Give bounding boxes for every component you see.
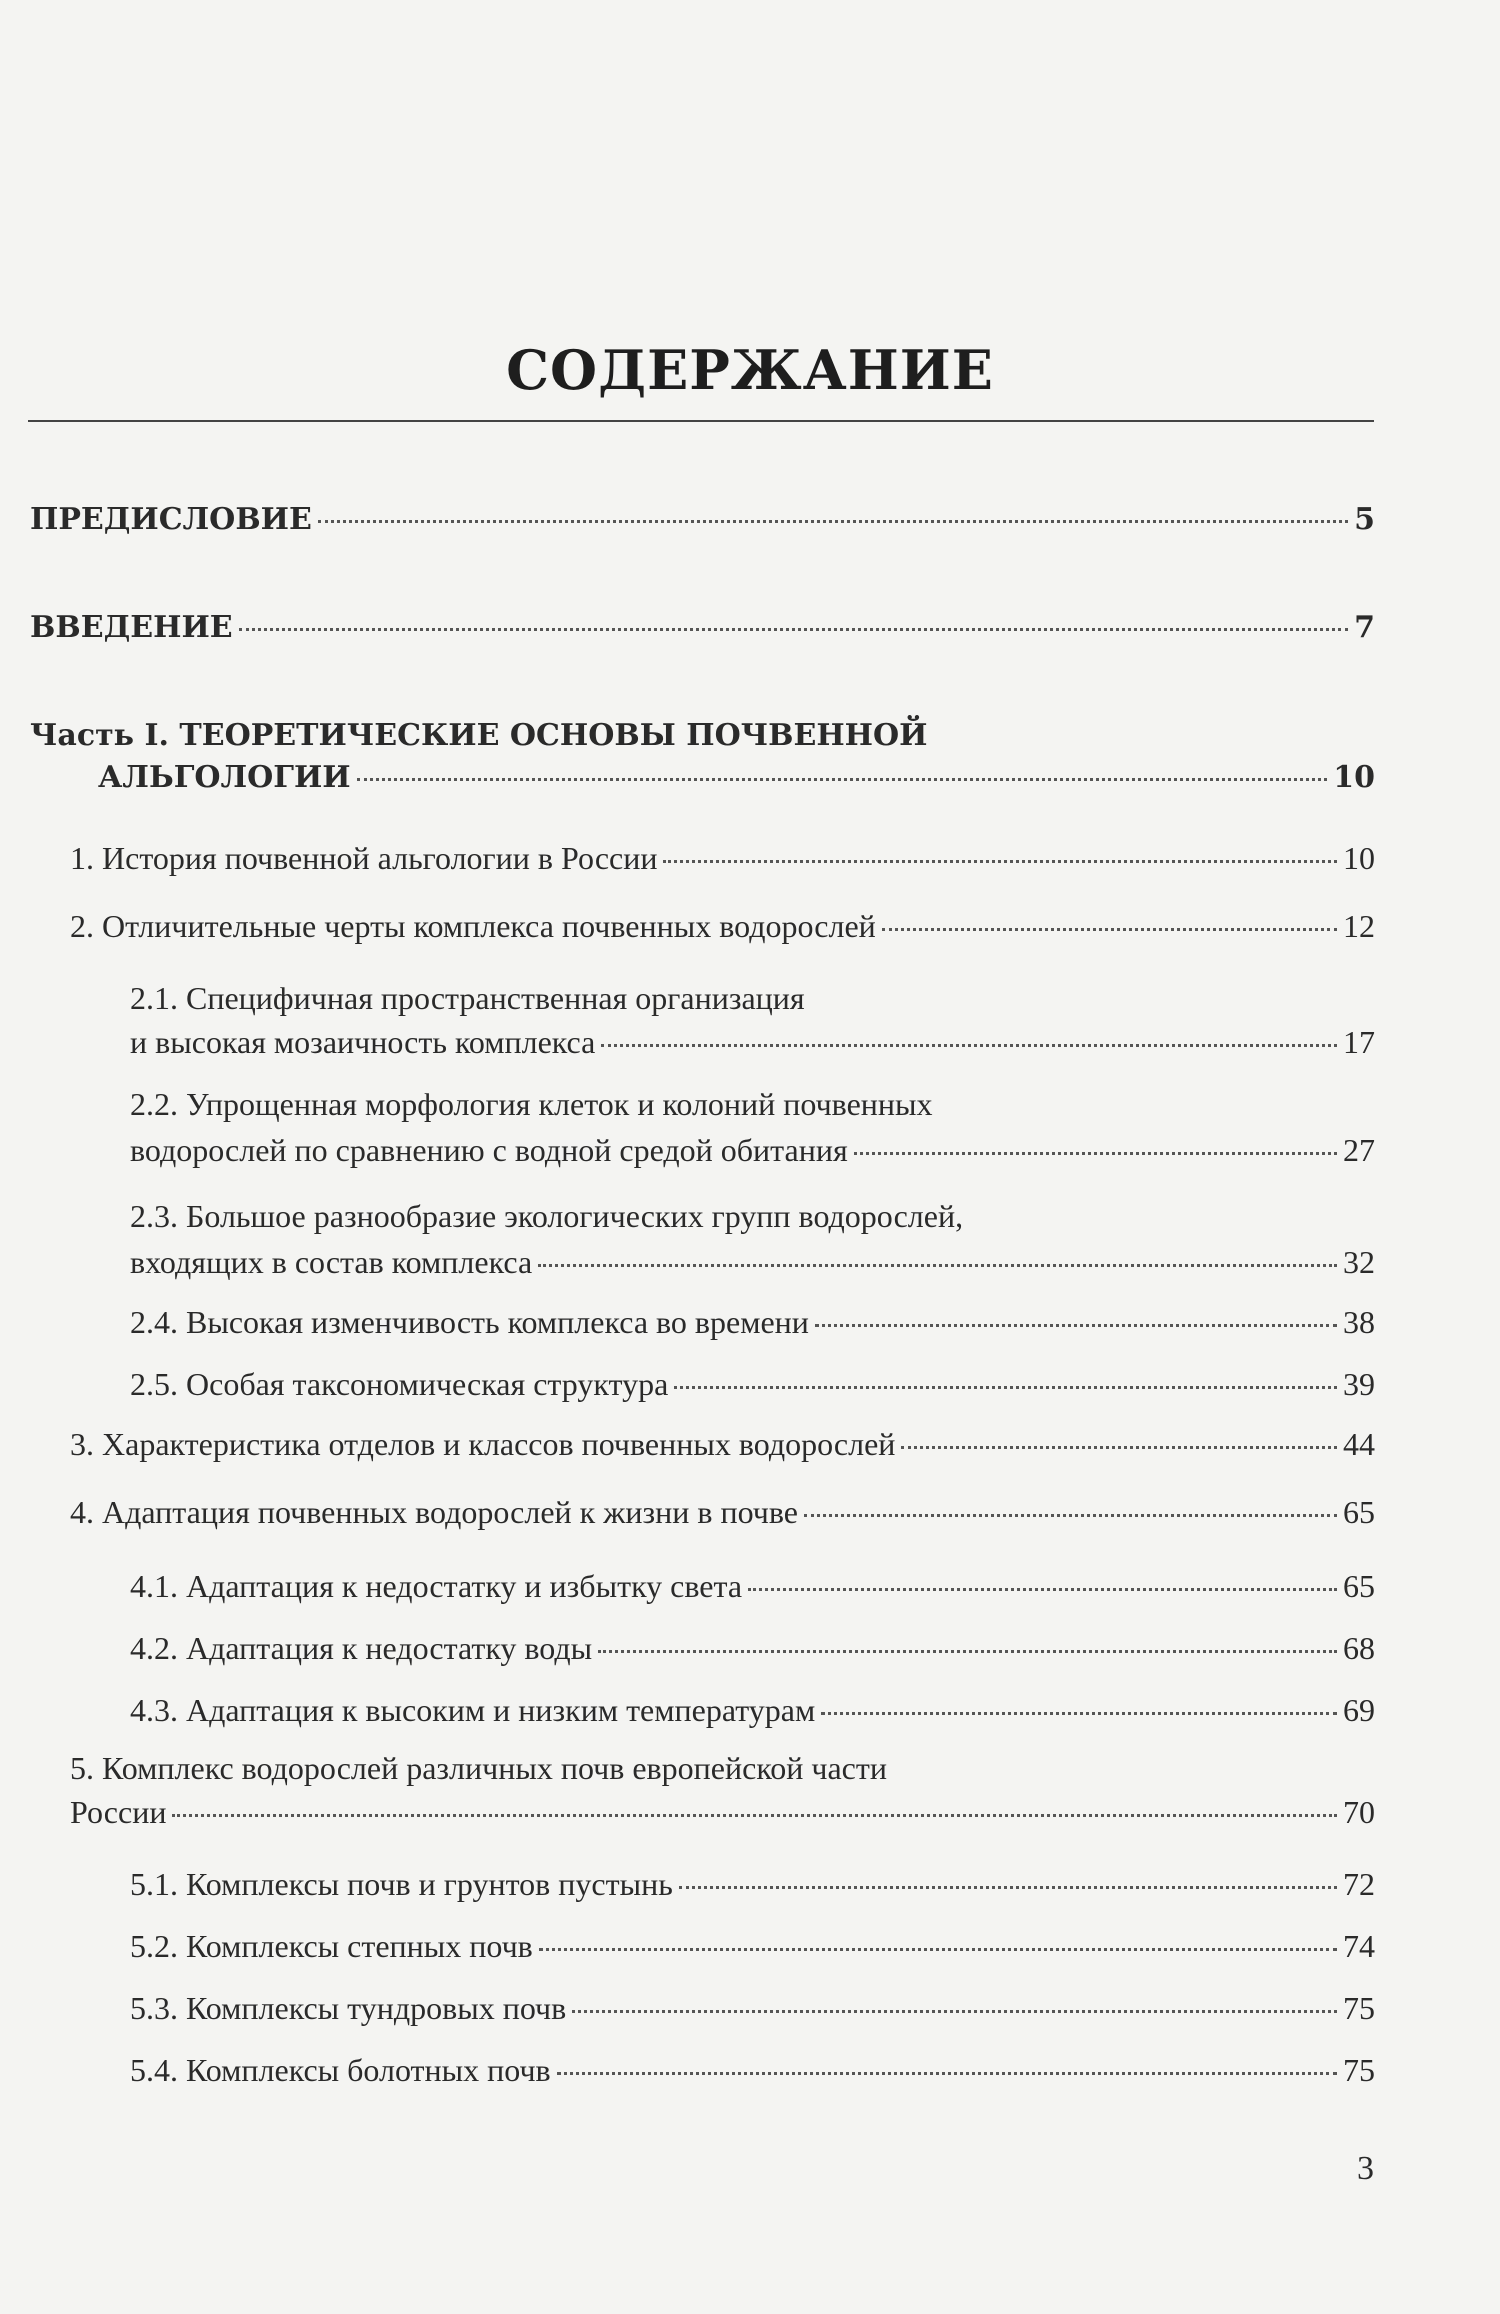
toc-entry-page: 75 xyxy=(1343,1990,1375,2026)
toc-entry-s2-4[interactable] xyxy=(130,1302,1375,1342)
dot-leader xyxy=(804,1514,1337,1517)
toc-entry-s4-2[interactable] xyxy=(130,1628,1375,1668)
toc-entry-text: ВВЕДЕНИЕ xyxy=(30,610,233,645)
toc-entry-text: водорослей по сравнению с водной средой обитания xyxy=(130,1132,848,1168)
toc-entry-text: АЛЬГОЛОГИИ xyxy=(98,760,351,795)
toc-entry-s2-2[interactable] xyxy=(130,1130,1375,1170)
title-divider xyxy=(28,420,1374,422)
dot-leader xyxy=(748,1588,1337,1591)
dot-leader xyxy=(318,520,1348,523)
dot-leader xyxy=(663,860,1337,863)
toc-entry-s2-1[interactable] xyxy=(130,1022,1375,1062)
dot-leader xyxy=(679,1886,1337,1889)
toc-entry-text: 4.2. Адаптация к недостатку воды xyxy=(130,1630,593,1666)
toc-entry-page: 74 xyxy=(1343,1928,1375,1964)
toc-entry-page: 65 xyxy=(1343,1568,1375,1604)
dot-leader xyxy=(854,1152,1337,1155)
dot-leader xyxy=(572,2010,1337,2013)
toc-entry-text: ПРЕДИСЛОВИЕ xyxy=(30,502,312,537)
toc-entry-page: 65 xyxy=(1343,1494,1375,1530)
toc-s2-1-line1[interactable]: 2.1. Специфичная пространственная организация xyxy=(130,980,805,1016)
dot-leader xyxy=(557,2072,1337,2075)
toc-entry-s5-4[interactable] xyxy=(130,2050,1375,2090)
page-number: 3 xyxy=(1357,2150,1374,2187)
toc-entry-page: 10 xyxy=(1333,760,1375,795)
dot-leader xyxy=(815,1324,1337,1327)
toc-entry-page: 69 xyxy=(1343,1692,1375,1728)
toc-entry-page: 17 xyxy=(1343,1024,1375,1060)
toc-s5-line1[interactable]: 5. Комплекс водорослей различных почв европейской части xyxy=(70,1750,887,1786)
dot-leader xyxy=(239,628,1348,631)
toc-entry-text: входящих в состав комплекса xyxy=(130,1244,533,1280)
toc-entry-text: 5.3. Комплексы тундровых почв xyxy=(130,1990,567,2026)
toc-entry-text: 4.3. Адаптация к высоким и низким температурам xyxy=(130,1692,816,1728)
dot-leader xyxy=(538,1264,1337,1267)
toc-entry-page: 12 xyxy=(1343,908,1375,944)
toc-entry-text: России xyxy=(70,1794,167,1830)
toc-entry-s1[interactable] xyxy=(70,838,1375,878)
dot-leader xyxy=(357,778,1328,781)
toc-entry-page: 27 xyxy=(1343,1132,1375,1168)
dot-leader xyxy=(674,1386,1337,1389)
toc-entry-s2-3[interactable] xyxy=(130,1242,1375,1282)
toc-entry-intro[interactable] xyxy=(30,608,1375,648)
toc-entry-text: 2. Отличительные черты комплекса почвенных водорослей xyxy=(70,908,876,944)
toc-entry-s4[interactable] xyxy=(70,1492,1375,1532)
toc-entry-s2-5[interactable] xyxy=(130,1364,1375,1404)
toc-entry-s5-3[interactable] xyxy=(130,1988,1375,2028)
dot-leader xyxy=(882,928,1337,931)
toc-entry-page: 7 xyxy=(1354,610,1375,645)
toc-entry-text: 5.4. Комплексы болотных почв xyxy=(130,2052,551,2088)
toc-entry-preface[interactable] xyxy=(30,500,1375,540)
toc-s2-3-line1[interactable]: 2.3. Большое разнообразие экологических групп водорослей, xyxy=(130,1198,964,1234)
toc-entry-page: 75 xyxy=(1343,2052,1375,2088)
toc-entry-text: 2.4. Высокая изменчивость комплекса во времени xyxy=(130,1304,809,1340)
toc-entry-s4-3[interactable] xyxy=(130,1690,1375,1730)
dot-leader xyxy=(901,1446,1337,1449)
toc-entry-s5[interactable] xyxy=(70,1792,1375,1832)
toc-entry-text: 4. Адаптация почвенных водорослей к жизни в почве xyxy=(70,1494,798,1530)
toc-entry-s5-2[interactable] xyxy=(130,1926,1375,1966)
toc-entry-text: 2.5. Особая таксономическая структура xyxy=(130,1366,669,1402)
toc-entry-page: 10 xyxy=(1343,840,1375,876)
dot-leader xyxy=(172,1814,1337,1817)
toc-s2-2-line1[interactable]: 2.2. Упрощенная морфология клеток и колоний почвенных xyxy=(130,1086,933,1122)
toc-entry-text: 5.2. Комплексы степных почв xyxy=(130,1928,533,1964)
toc-part1-line1[interactable]: Часть I. ТЕОРЕТИЧЕСКИЕ ОСНОВЫ ПОЧВЕННОЙ xyxy=(30,718,928,753)
dot-leader xyxy=(821,1712,1337,1715)
toc-entry-text: 1. История почвенной альгологии в России xyxy=(70,840,658,876)
dot-leader xyxy=(601,1044,1337,1047)
toc-entry-s4-1[interactable] xyxy=(130,1566,1375,1606)
toc-entry-s2[interactable] xyxy=(70,906,1375,946)
page-title: СОДЕРЖАНИЕ xyxy=(506,338,994,402)
toc-entry-page: 44 xyxy=(1343,1426,1375,1462)
toc-entry-text: 3. Характеристика отделов и классов почвенных водорослей xyxy=(70,1426,896,1462)
toc-entry-text: и высокая мозаичность комплекса xyxy=(130,1024,596,1060)
toc-entry-page: 72 xyxy=(1343,1866,1375,1902)
toc-entry-part1[interactable] xyxy=(98,758,1375,798)
toc-entry-page: 68 xyxy=(1343,1630,1375,1666)
toc-entry-page: 5 xyxy=(1354,502,1375,537)
toc-entry-page: 70 xyxy=(1343,1794,1375,1830)
toc-entry-text: 4.1. Адаптация к недостатку и избытку света xyxy=(130,1568,743,1604)
toc-entry-page: 39 xyxy=(1343,1366,1375,1402)
toc-entry-page: 38 xyxy=(1343,1304,1375,1340)
dot-leader xyxy=(539,1948,1337,1951)
toc-entry-s5-1[interactable] xyxy=(130,1864,1375,1904)
toc-entry-text: 5.1. Комплексы почв и грунтов пустынь xyxy=(130,1866,673,1902)
toc-entry-s3[interactable] xyxy=(70,1424,1375,1464)
dot-leader xyxy=(598,1650,1337,1653)
toc-entry-page: 32 xyxy=(1343,1244,1375,1280)
